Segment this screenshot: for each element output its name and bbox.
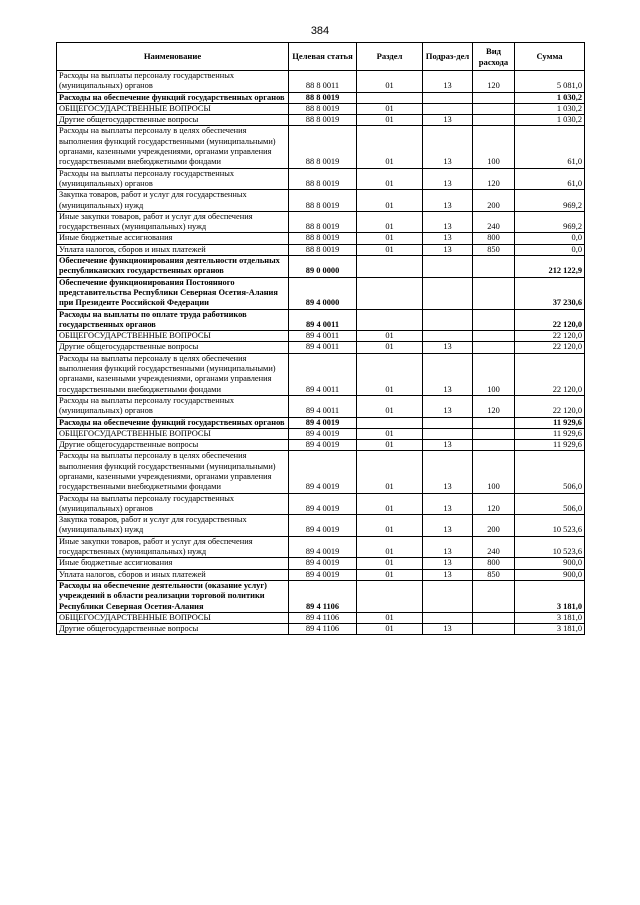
row-section-cell: 01 (357, 612, 423, 623)
row-subsection-cell: 13 (423, 211, 473, 233)
row-section-cell (357, 256, 423, 278)
row-section-cell: 01 (357, 71, 423, 93)
row-section-cell: 01 (357, 342, 423, 353)
row-subsection-cell (423, 428, 473, 439)
table-row (57, 580, 585, 612)
row-section-cell: 01 (357, 126, 423, 168)
row-expense-type-cell (473, 440, 515, 451)
row-target-article-cell: 89 4 0011 (289, 395, 357, 417)
row-sum-cell: 61,0 (515, 126, 585, 168)
row-sum-cell: 0,0 (515, 233, 585, 244)
table-row (57, 558, 585, 569)
row-target-article-cell: 89 4 0019 (289, 451, 357, 493)
row-name-cell: Другие общегосударственные вопросы (57, 440, 289, 451)
row-sum-cell: 61,0 (515, 168, 585, 190)
row-expense-type-cell: 120 (473, 168, 515, 190)
budget-table (56, 42, 585, 635)
row-target-article-cell: 88 8 0019 (289, 190, 357, 212)
row-sum-cell: 22 120,0 (515, 309, 585, 331)
header-expense-type: Вид расхода (473, 43, 515, 71)
row-name-cell: Иные закупки товаров, работ и услуг для обеспечения государственных (муниципальных) нужд (57, 211, 289, 233)
row-section-cell: 01 (357, 624, 423, 635)
row-expense-type-cell (473, 331, 515, 342)
row-subsection-cell: 13 (423, 353, 473, 395)
row-expense-type-cell: 120 (473, 71, 515, 93)
row-name-cell: Уплата налогов, сборов и иных платежей (57, 569, 289, 580)
row-target-article-cell: 89 4 0019 (289, 417, 357, 428)
row-sum-cell: 3 181,0 (515, 624, 585, 635)
row-expense-type-cell: 800 (473, 233, 515, 244)
row-sum-cell: 3 181,0 (515, 580, 585, 612)
row-subsection-cell: 13 (423, 244, 473, 255)
row-name-cell: Расходы на выплаты персоналу государственных (муниципальных) органов (57, 71, 289, 93)
table-row (57, 233, 585, 244)
row-section-cell: 01 (357, 233, 423, 244)
row-expense-type-cell (473, 417, 515, 428)
row-name-cell: Другие общегосударственные вопросы (57, 342, 289, 353)
header-target-article: Целевая статья (289, 43, 357, 71)
row-target-article-cell: 88 8 0019 (289, 168, 357, 190)
row-sum-cell: 11 929,6 (515, 428, 585, 439)
row-target-article-cell: 89 4 1106 (289, 612, 357, 623)
row-target-article-cell: 88 8 0019 (289, 126, 357, 168)
row-subsection-cell: 13 (423, 342, 473, 353)
row-name-cell: Расходы на выплаты персоналу государственных (муниципальных) органов (57, 168, 289, 190)
table-row (57, 536, 585, 558)
row-sum-cell: 506,0 (515, 451, 585, 493)
row-section-cell: 01 (357, 536, 423, 558)
row-sum-cell: 969,2 (515, 190, 585, 212)
page-number: 384 (310, 25, 330, 37)
row-name-cell: Обеспечение функционирования деятельности отдельных республиканских государственных органов (57, 256, 289, 278)
header-section: Раздел (357, 43, 423, 71)
row-section-cell: 01 (357, 493, 423, 515)
row-target-article-cell: 89 4 0019 (289, 428, 357, 439)
row-target-article-cell: 88 8 0019 (289, 103, 357, 114)
row-sum-cell: 969,2 (515, 211, 585, 233)
row-name-cell: Расходы на обеспечение функций государственных органов (57, 92, 289, 103)
row-name-cell: Расходы на выплаты персоналу в целях обеспечения выполнения функций государственными (муниципальными) органами, казенными учреждениями, органами управления государственными внебюджетными фондами (57, 126, 289, 168)
row-section-cell: 01 (357, 395, 423, 417)
row-target-article-cell: 89 4 0019 (289, 440, 357, 451)
row-name-cell: Расходы на выплаты по оплате труда работников государственных органов (57, 309, 289, 331)
row-expense-type-cell (473, 309, 515, 331)
row-section-cell: 01 (357, 558, 423, 569)
row-target-article-cell: 89 4 0019 (289, 515, 357, 537)
row-name-cell: Расходы на обеспечение функций государственных органов (57, 417, 289, 428)
row-expense-type-cell: 240 (473, 536, 515, 558)
table-body (57, 71, 585, 635)
row-section-cell (357, 92, 423, 103)
table-row (57, 395, 585, 417)
table-row (57, 451, 585, 493)
row-expense-type-cell: 120 (473, 493, 515, 515)
row-target-article-cell: 89 4 0019 (289, 569, 357, 580)
row-target-article-cell: 88 8 0019 (289, 211, 357, 233)
row-name-cell: Обеспечение функционирования Постоянного представительства Республики Северная Осетия-Алания при Президенте Российской Федерации (57, 277, 289, 309)
row-subsection-cell: 13 (423, 233, 473, 244)
row-subsection-cell (423, 103, 473, 114)
row-subsection-cell (423, 331, 473, 342)
row-sum-cell: 1 030,2 (515, 115, 585, 126)
row-section-cell (357, 277, 423, 309)
row-name-cell: Расходы на выплаты персоналу государственных (муниципальных) органов (57, 493, 289, 515)
row-expense-type-cell: 200 (473, 190, 515, 212)
row-name-cell: Расходы на выплаты персоналу в целях обеспечения выполнения функций государственными (муниципальными) органами, казенными учреждениями, органами управления государственными внебюджетными фондами (57, 353, 289, 395)
row-expense-type-cell (473, 277, 515, 309)
header-subsection: Подраз-дел (423, 43, 473, 71)
table-row (57, 103, 585, 114)
row-subsection-cell: 13 (423, 624, 473, 635)
row-sum-cell: 900,0 (515, 558, 585, 569)
row-expense-type-cell (473, 342, 515, 353)
row-sum-cell: 900,0 (515, 569, 585, 580)
row-expense-type-cell (473, 103, 515, 114)
table-row (57, 71, 585, 93)
row-name-cell: Расходы на обеспечение деятельности (оказание услуг) учреждений в области реализации торговой политики Республики Северная Осетия-Алания (57, 580, 289, 612)
table-row (57, 353, 585, 395)
row-sum-cell: 1 030,2 (515, 92, 585, 103)
row-section-cell (357, 417, 423, 428)
row-subsection-cell: 13 (423, 115, 473, 126)
row-sum-cell: 0,0 (515, 244, 585, 255)
row-expense-type-cell: 100 (473, 126, 515, 168)
row-section-cell: 01 (357, 115, 423, 126)
table-row (57, 92, 585, 103)
row-section-cell: 01 (357, 569, 423, 580)
row-name-cell: Другие общегосударственные вопросы (57, 624, 289, 635)
row-subsection-cell (423, 612, 473, 623)
row-name-cell: Расходы на выплаты персоналу государственных (муниципальных) органов (57, 395, 289, 417)
row-target-article-cell: 89 4 0019 (289, 493, 357, 515)
table-header-row (57, 43, 585, 71)
table-row (57, 331, 585, 342)
row-subsection-cell (423, 417, 473, 428)
row-section-cell: 01 (357, 211, 423, 233)
row-sum-cell: 10 523,6 (515, 536, 585, 558)
row-sum-cell: 22 120,0 (515, 342, 585, 353)
row-section-cell: 01 (357, 103, 423, 114)
row-name-cell: Закупка товаров, работ и услуг для государственных (муниципальных) нужд (57, 190, 289, 212)
row-target-article-cell: 89 4 1106 (289, 580, 357, 612)
row-sum-cell: 212 122,9 (515, 256, 585, 278)
row-expense-type-cell: 120 (473, 395, 515, 417)
row-subsection-cell: 13 (423, 451, 473, 493)
row-subsection-cell: 13 (423, 168, 473, 190)
row-target-article-cell: 89 4 0019 (289, 558, 357, 569)
row-name-cell: ОБЩЕГОСУДАРСТВЕННЫЕ ВОПРОСЫ (57, 428, 289, 439)
row-section-cell (357, 309, 423, 331)
table-row (57, 612, 585, 623)
row-name-cell: Иные бюджетные ассигнования (57, 233, 289, 244)
row-target-article-cell: 88 8 0019 (289, 115, 357, 126)
table-row (57, 342, 585, 353)
row-section-cell: 01 (357, 451, 423, 493)
row-section-cell: 01 (357, 428, 423, 439)
row-sum-cell: 22 120,0 (515, 331, 585, 342)
row-sum-cell: 506,0 (515, 493, 585, 515)
row-target-article-cell: 89 4 1106 (289, 624, 357, 635)
row-subsection-cell: 13 (423, 558, 473, 569)
table-row (57, 440, 585, 451)
row-name-cell: ОБЩЕГОСУДАРСТВЕННЫЕ ВОПРОСЫ (57, 612, 289, 623)
row-sum-cell: 3 181,0 (515, 612, 585, 623)
row-target-article-cell: 89 4 0000 (289, 277, 357, 309)
row-target-article-cell: 89 4 0019 (289, 536, 357, 558)
table-row (57, 211, 585, 233)
row-target-article-cell: 88 8 0019 (289, 244, 357, 255)
row-expense-type-cell (473, 580, 515, 612)
row-sum-cell: 37 230,6 (515, 277, 585, 309)
row-expense-type-cell: 800 (473, 558, 515, 569)
row-target-article-cell: 89 0 0000 (289, 256, 357, 278)
row-subsection-cell: 13 (423, 440, 473, 451)
table-row (57, 115, 585, 126)
row-expense-type-cell (473, 428, 515, 439)
row-subsection-cell: 13 (423, 126, 473, 168)
table-row (57, 515, 585, 537)
row-section-cell: 01 (357, 440, 423, 451)
row-expense-type-cell: 100 (473, 451, 515, 493)
table-row (57, 428, 585, 439)
row-subsection-cell (423, 309, 473, 331)
row-sum-cell: 22 120,0 (515, 353, 585, 395)
row-target-article-cell: 88 8 0019 (289, 92, 357, 103)
row-subsection-cell: 13 (423, 536, 473, 558)
row-sum-cell: 11 929,6 (515, 440, 585, 451)
row-sum-cell: 10 523,6 (515, 515, 585, 537)
row-expense-type-cell (473, 92, 515, 103)
row-expense-type-cell: 850 (473, 244, 515, 255)
row-name-cell: Иные закупки товаров, работ и услуг для обеспечения государственных (муниципальных) нужд (57, 536, 289, 558)
row-sum-cell: 22 120,0 (515, 395, 585, 417)
row-expense-type-cell (473, 624, 515, 635)
table-row (57, 168, 585, 190)
row-sum-cell: 11 929,6 (515, 417, 585, 428)
row-target-article-cell: 89 4 0011 (289, 342, 357, 353)
row-section-cell: 01 (357, 353, 423, 395)
row-expense-type-cell (473, 256, 515, 278)
row-name-cell: ОБЩЕГОСУДАРСТВЕННЫЕ ВОПРОСЫ (57, 103, 289, 114)
row-section-cell: 01 (357, 168, 423, 190)
row-name-cell: Другие общегосударственные вопросы (57, 115, 289, 126)
table-row (57, 190, 585, 212)
header-name: Наименование (57, 43, 289, 71)
row-expense-type-cell: 850 (473, 569, 515, 580)
row-subsection-cell: 13 (423, 395, 473, 417)
row-target-article-cell: 88 8 0011 (289, 71, 357, 93)
row-section-cell: 01 (357, 515, 423, 537)
row-subsection-cell: 13 (423, 515, 473, 537)
row-section-cell: 01 (357, 244, 423, 255)
row-subsection-cell (423, 92, 473, 103)
row-expense-type-cell: 100 (473, 353, 515, 395)
table-row (57, 244, 585, 255)
row-section-cell: 01 (357, 331, 423, 342)
table-row (57, 417, 585, 428)
row-subsection-cell: 13 (423, 569, 473, 580)
row-sum-cell: 5 081,0 (515, 71, 585, 93)
row-name-cell: ОБЩЕГОСУДАРСТВЕННЫЕ ВОПРОСЫ (57, 331, 289, 342)
row-subsection-cell: 13 (423, 71, 473, 93)
table-row (57, 493, 585, 515)
row-section-cell: 01 (357, 190, 423, 212)
row-name-cell: Иные бюджетные ассигнования (57, 558, 289, 569)
row-sum-cell: 1 030,2 (515, 103, 585, 114)
row-target-article-cell: 88 8 0019 (289, 233, 357, 244)
row-expense-type-cell: 200 (473, 515, 515, 537)
row-expense-type-cell (473, 612, 515, 623)
row-name-cell: Закупка товаров, работ и услуг для государственных (муниципальных) нужд (57, 515, 289, 537)
row-target-article-cell: 89 4 0011 (289, 353, 357, 395)
row-name-cell: Расходы на выплаты персоналу в целях обеспечения выполнения функций государственными (муниципальными) органами, казенными учреждениями, органами управления государственными внебюджетными фондами (57, 451, 289, 493)
row-target-article-cell: 89 4 0011 (289, 309, 357, 331)
row-expense-type-cell (473, 115, 515, 126)
row-subsection-cell: 13 (423, 190, 473, 212)
row-target-article-cell: 89 4 0011 (289, 331, 357, 342)
table-row (57, 309, 585, 331)
header-sum: Сумма (515, 43, 585, 71)
table-row (57, 624, 585, 635)
row-expense-type-cell: 240 (473, 211, 515, 233)
row-name-cell: Уплата налогов, сборов и иных платежей (57, 244, 289, 255)
table-row (57, 256, 585, 278)
table-row (57, 569, 585, 580)
row-section-cell (357, 580, 423, 612)
row-subsection-cell (423, 580, 473, 612)
table-row (57, 277, 585, 309)
row-subsection-cell: 13 (423, 493, 473, 515)
row-subsection-cell (423, 256, 473, 278)
row-subsection-cell (423, 277, 473, 309)
table-row (57, 126, 585, 168)
